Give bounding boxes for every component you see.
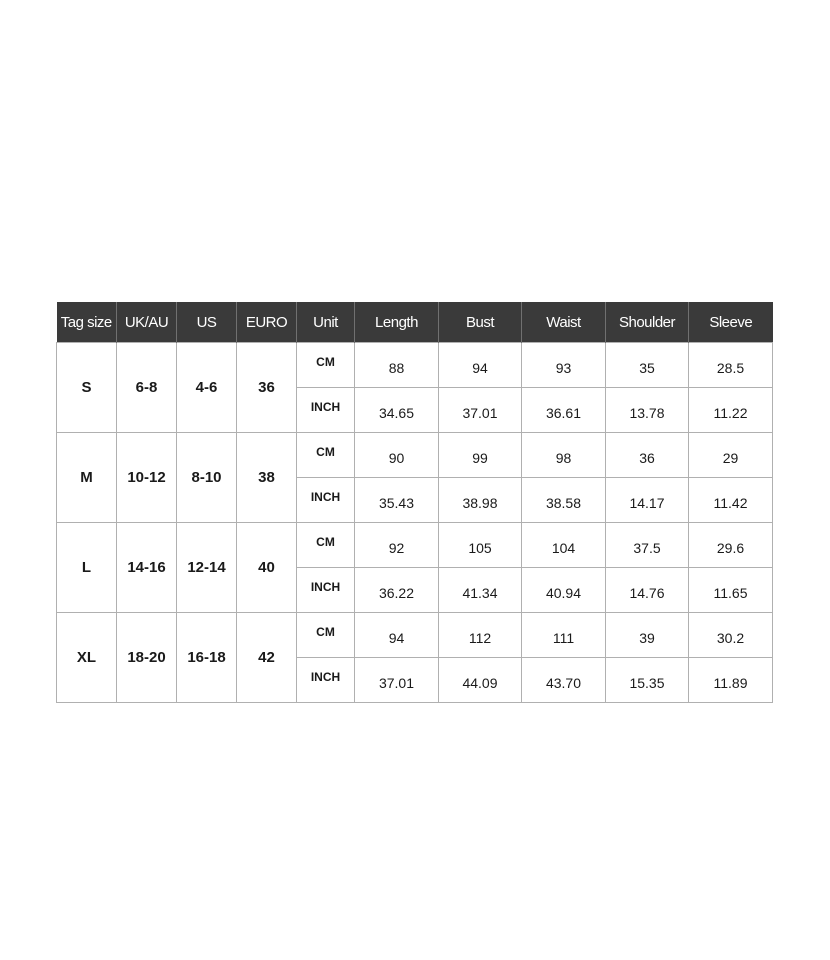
header-shoulder: Shoulder xyxy=(606,302,689,343)
unit-cell: CM xyxy=(297,433,355,478)
length-cell: 35.43 xyxy=(355,478,439,523)
unit-cell: INCH xyxy=(297,658,355,703)
length-cell: 90 xyxy=(355,433,439,478)
header-uk-au: UK/AU xyxy=(117,302,177,343)
sleeve-cell: 11.22 xyxy=(689,388,773,433)
shoulder-cell: 37.5 xyxy=(606,523,689,568)
shoulder-cell: 36 xyxy=(606,433,689,478)
bust-cell: 41.34 xyxy=(439,568,522,613)
euro-cell: 40 xyxy=(237,523,297,613)
unit-cell: CM xyxy=(297,523,355,568)
shoulder-cell: 39 xyxy=(606,613,689,658)
sleeve-cell: 28.5 xyxy=(689,343,773,388)
shoulder-cell: 35 xyxy=(606,343,689,388)
uk-au-cell: 14-16 xyxy=(117,523,177,613)
length-cell: 88 xyxy=(355,343,439,388)
us-cell: 16-18 xyxy=(177,613,237,703)
unit-cell: CM xyxy=(297,343,355,388)
euro-cell: 36 xyxy=(237,343,297,433)
uk-au-cell: 10-12 xyxy=(117,433,177,523)
header-euro: EURO xyxy=(237,302,297,343)
unit-cell: INCH xyxy=(297,388,355,433)
size-row-l-cm xyxy=(57,523,773,568)
us-cell: 4-6 xyxy=(177,343,237,433)
header-bust: Bust xyxy=(439,302,522,343)
bust-cell: 94 xyxy=(439,343,522,388)
bust-cell: 99 xyxy=(439,433,522,478)
waist-cell: 36.61 xyxy=(522,388,606,433)
euro-cell: 38 xyxy=(237,433,297,523)
euro-cell: 42 xyxy=(237,613,297,703)
header-row xyxy=(57,302,773,343)
waist-cell: 98 xyxy=(522,433,606,478)
unit-cell: INCH xyxy=(297,568,355,613)
size-chart-table xyxy=(56,302,773,703)
sleeve-cell: 30.2 xyxy=(689,613,773,658)
header-us: US xyxy=(177,302,237,343)
header-waist: Waist xyxy=(522,302,606,343)
tag-size-cell: M xyxy=(57,433,117,523)
length-cell: 94 xyxy=(355,613,439,658)
us-cell: 12-14 xyxy=(177,523,237,613)
bust-cell: 112 xyxy=(439,613,522,658)
sleeve-cell: 29.6 xyxy=(689,523,773,568)
waist-cell: 104 xyxy=(522,523,606,568)
sleeve-cell: 11.89 xyxy=(689,658,773,703)
shoulder-cell: 14.17 xyxy=(606,478,689,523)
sleeve-cell: 11.65 xyxy=(689,568,773,613)
tag-size-cell: XL xyxy=(57,613,117,703)
waist-cell: 111 xyxy=(522,613,606,658)
header-tag-size: Tag size xyxy=(57,302,117,343)
bust-cell: 44.09 xyxy=(439,658,522,703)
bust-cell: 38.98 xyxy=(439,478,522,523)
length-cell: 36.22 xyxy=(355,568,439,613)
header-sleeve: Sleeve xyxy=(689,302,773,343)
shoulder-cell: 13.78 xyxy=(606,388,689,433)
bust-cell: 105 xyxy=(439,523,522,568)
size-row-m-cm xyxy=(57,433,773,478)
length-cell: 92 xyxy=(355,523,439,568)
bust-cell: 37.01 xyxy=(439,388,522,433)
waist-cell: 40.94 xyxy=(522,568,606,613)
waist-cell: 43.70 xyxy=(522,658,606,703)
unit-cell: CM xyxy=(297,613,355,658)
shoulder-cell: 15.35 xyxy=(606,658,689,703)
length-cell: 34.65 xyxy=(355,388,439,433)
shoulder-cell: 14.76 xyxy=(606,568,689,613)
tag-size-cell: S xyxy=(57,343,117,433)
uk-au-cell: 18-20 xyxy=(117,613,177,703)
length-cell: 37.01 xyxy=(355,658,439,703)
uk-au-cell: 6-8 xyxy=(117,343,177,433)
us-cell: 8-10 xyxy=(177,433,237,523)
header-length: Length xyxy=(355,302,439,343)
header-unit: Unit xyxy=(297,302,355,343)
size-row-s-cm xyxy=(57,343,773,388)
sleeve-cell: 11.42 xyxy=(689,478,773,523)
waist-cell: 38.58 xyxy=(522,478,606,523)
waist-cell: 93 xyxy=(522,343,606,388)
size-row-xl-cm xyxy=(57,613,773,658)
tag-size-cell: L xyxy=(57,523,117,613)
sleeve-cell: 29 xyxy=(689,433,773,478)
unit-cell: INCH xyxy=(297,478,355,523)
